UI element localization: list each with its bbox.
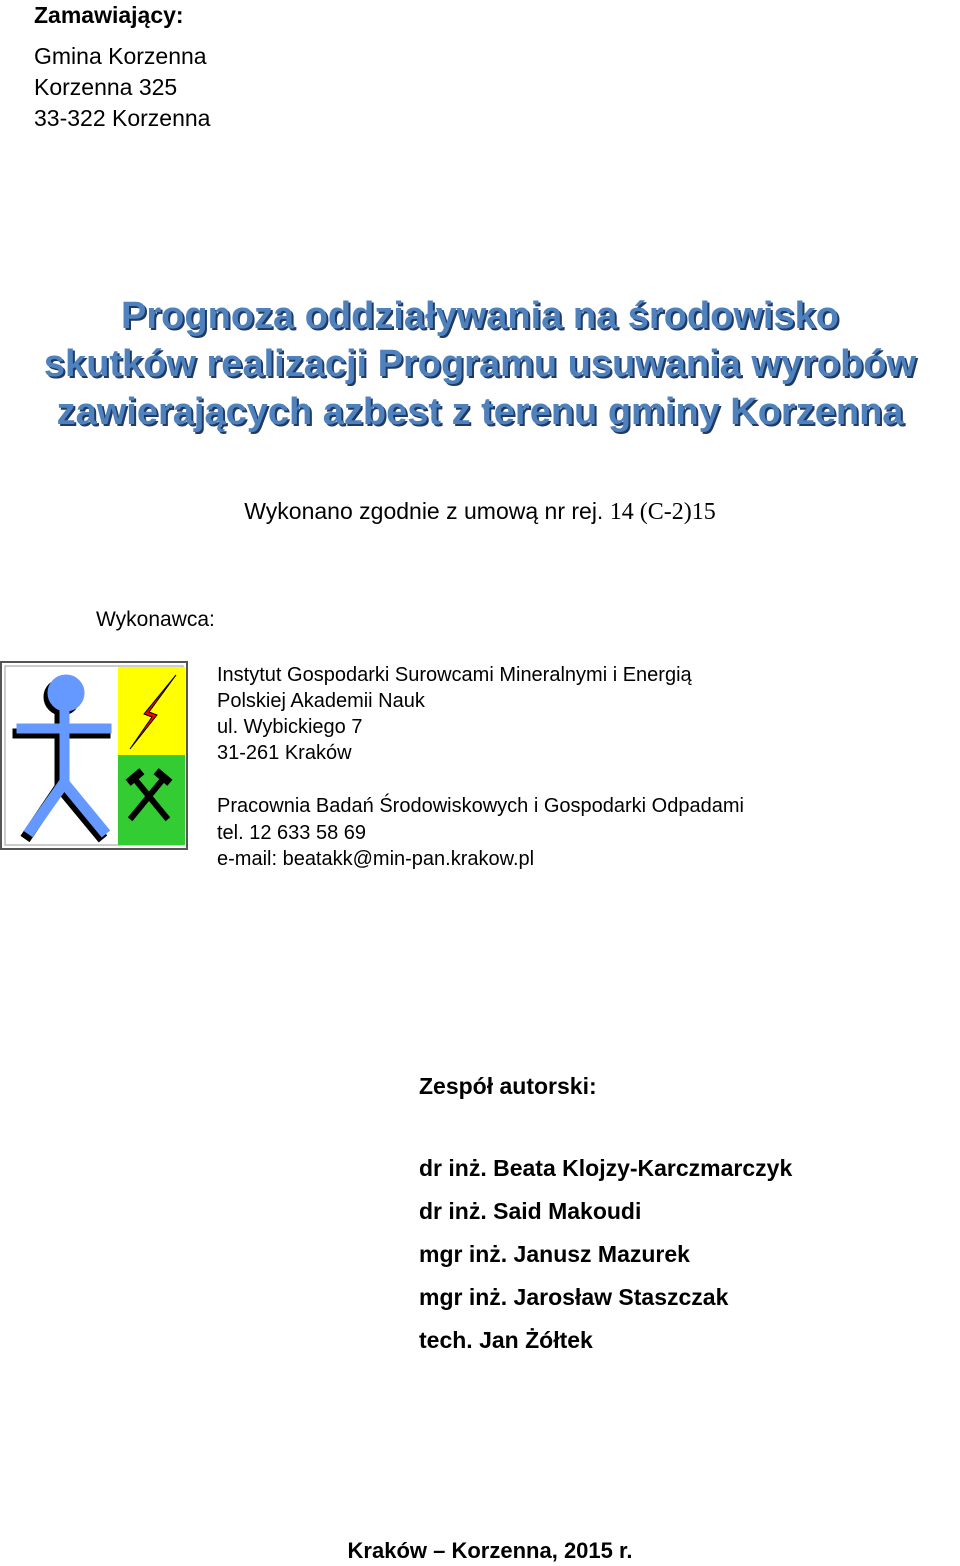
client-name: Gmina Korzenna: [34, 43, 207, 69]
institute-city: 31-261 Kraków: [217, 742, 352, 764]
client-label: Zamawiający:: [34, 2, 184, 28]
client-postcode: 33-322 Korzenna: [34, 105, 211, 131]
contract-text: Wykonano zgodnie z umową nr rej.: [244, 498, 604, 524]
contract-number: 14 (C-2)15: [609, 499, 716, 525]
document-title-line-2: skutków realizacji Programu usuwania wyrobów: [43, 343, 917, 385]
unit-email: e-mail: beatakk@min-pan.krakow.pl: [217, 848, 535, 870]
institute-name: Instytut Gospodarki Surowcami Mineralnymi i Energią: [217, 664, 692, 686]
team-label: Zespół autorski:: [419, 1073, 597, 1099]
client-address: Korzenna 325: [34, 74, 178, 100]
contractor-label: Wykonawca:: [96, 608, 215, 631]
author-item: mgr inż. Jarosław Staszczak: [419, 1284, 729, 1310]
place-date-footer: Kraków – Korzenna, 2015 r.: [347, 1538, 633, 1563]
author-item: tech. Jan Żółtek: [419, 1327, 593, 1353]
contract-reference: [0, 498, 960, 526]
document-title-line-3: zawierających azbest z terenu gminy Korzenna: [56, 391, 904, 433]
unit-phone: tel. 12 633 58 69: [217, 822, 367, 844]
institute-street: ul. Wybickiego 7: [217, 716, 363, 738]
institute-logo: [0, 661, 188, 850]
author-item: dr inż. Said Makoudi: [419, 1198, 642, 1224]
author-item: mgr inż. Janusz Mazurek: [419, 1241, 690, 1267]
unit-name: Pracownia Badań Środowiskowych i Gospodarki Odpadami: [217, 795, 744, 817]
document-title-line-1: Prognoza oddziaływania na środowisko: [121, 295, 839, 337]
author-item: dr inż. Beata Klojzy-Karczmarczyk: [419, 1155, 793, 1181]
institute-academy: Polskiej Akademii Nauk: [217, 690, 425, 712]
